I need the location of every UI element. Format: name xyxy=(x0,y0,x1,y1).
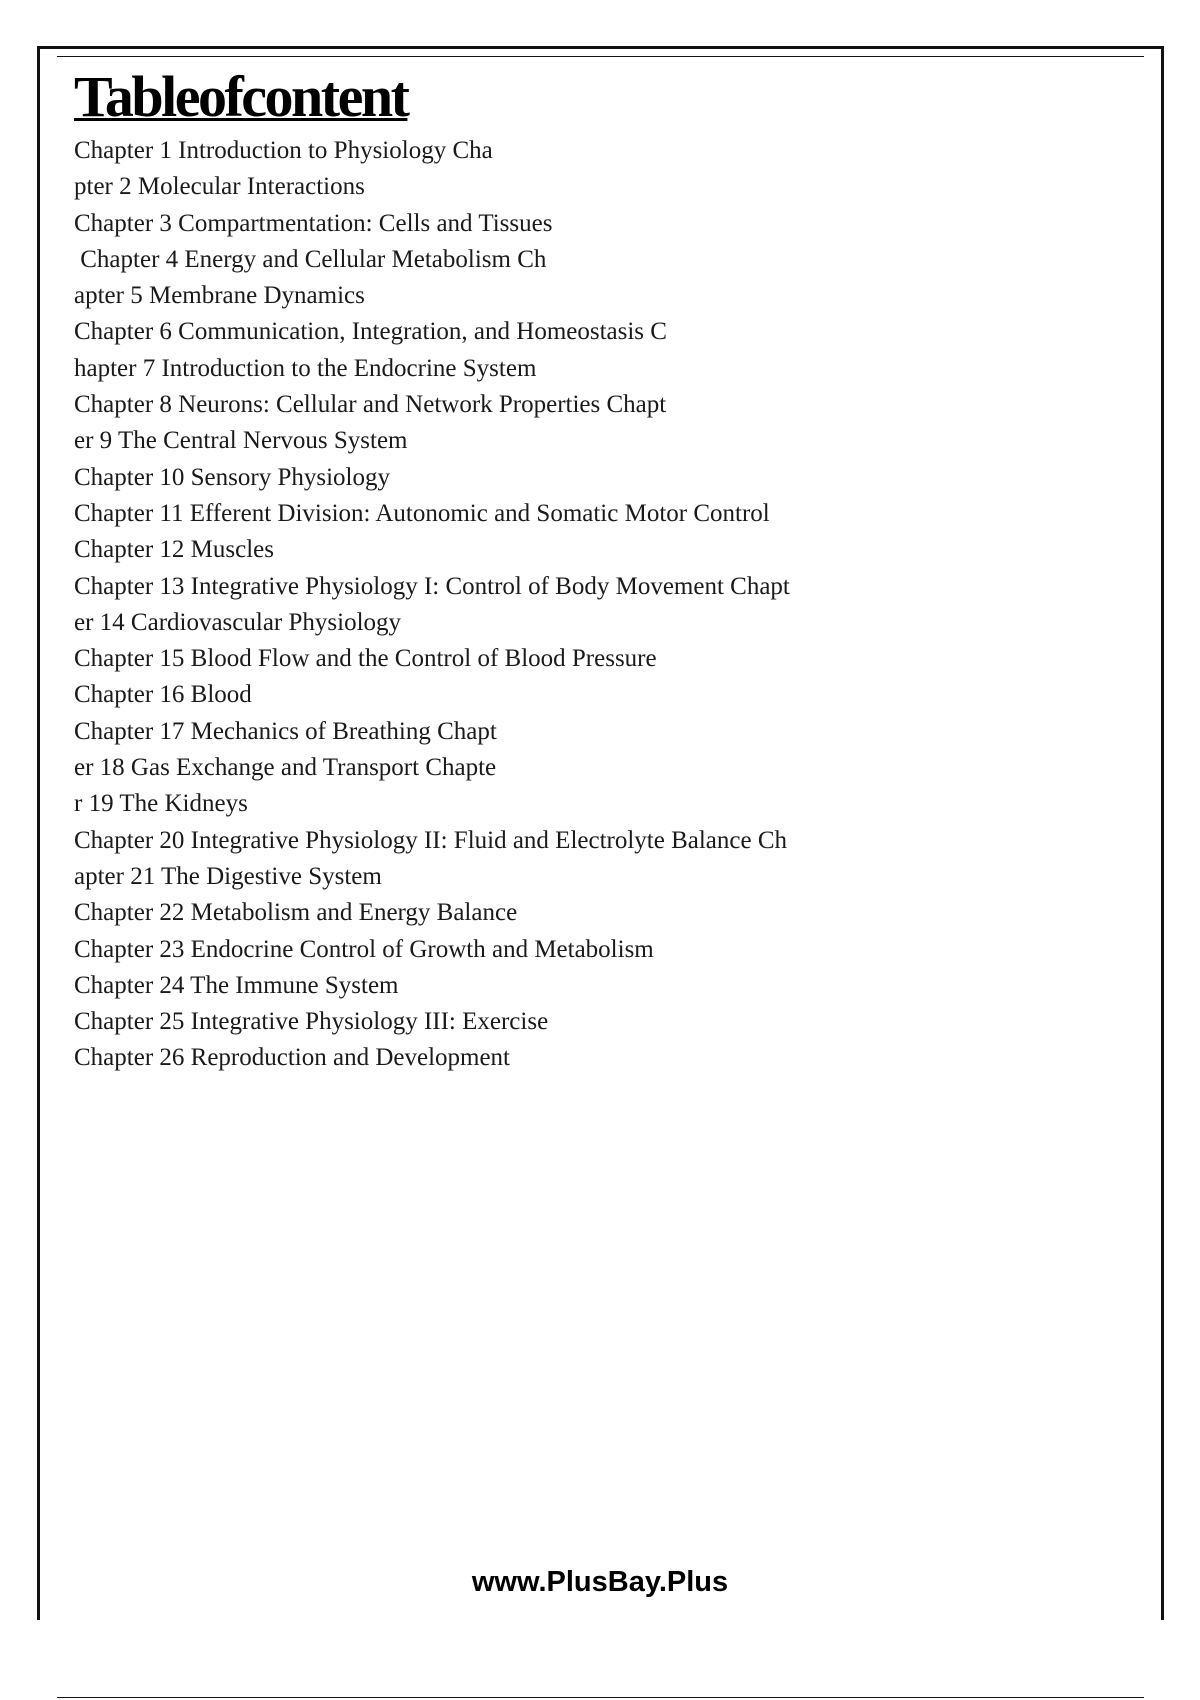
toc-line: Chapter 23 Endocrine Control of Growth and Metabolism xyxy=(74,935,654,963)
toc-line: Chapter 11 Efferent Division: Autonomic and Somatic Motor Control xyxy=(74,499,770,527)
toc-line: apter 5 Membrane Dynamics xyxy=(74,282,365,310)
page-border-top-inner xyxy=(57,56,1144,57)
toc-line: Chapter 24 The Immune System xyxy=(74,971,399,999)
toc-line: Chapter 17 Mechanics of Breathing Chapt xyxy=(74,717,497,745)
toc-line: Chapter 10 Sensory Physiology xyxy=(74,463,390,491)
page-border-right xyxy=(1161,46,1164,1620)
toc-line: Chapter 8 Neurons: Cellular and Network Properties Chapt xyxy=(74,391,667,419)
toc-line: Chapter 13 Integrative Physiology I: Control of Body Movement Chapt xyxy=(74,572,790,600)
toc-line: Chapter 26 Reproduction and Development xyxy=(74,1044,510,1072)
toc-line: er 14 Cardiovascular Physiology xyxy=(74,608,402,636)
toc-line: r 19 The Kidneys xyxy=(74,790,248,818)
toc-line: hapter 7 Introduction to the Endocrine System xyxy=(74,354,537,382)
toc-line: Chapter 1 Introduction to Physiology Cha xyxy=(74,137,493,164)
table-of-contents xyxy=(74,133,790,1077)
toc-line: Chapter 6 Communication, Integration, and Homeostasis C xyxy=(74,318,667,346)
page-title: Tableofcontent xyxy=(74,64,408,129)
toc-line: Chapter 3 Compartmentation: Cells and Tissues xyxy=(74,209,553,237)
toc-line: pter 2 Molecular Interactions xyxy=(74,173,365,201)
footer-website-link[interactable]: www.PlusBay.Plus xyxy=(471,1566,729,1598)
toc-line: er 18 Gas Exchange and Transport Chapte xyxy=(74,754,497,782)
toc-line: apter 21 The Digestive System xyxy=(74,862,382,890)
toc-line: Chapter 22 Metabolism and Energy Balance xyxy=(74,899,518,927)
toc-line: Chapter 12 Muscles xyxy=(74,536,274,564)
toc-line: Chapter 20 Integrative Physiology II: Fluid and Electrolyte Balance Ch xyxy=(74,826,788,854)
page-border-top xyxy=(37,46,1164,49)
toc-line: Chapter 16 Blood xyxy=(74,681,252,709)
page-border-left xyxy=(37,46,40,1620)
toc-line: er 9 The Central Nervous System xyxy=(74,427,408,455)
toc-line: Chapter 15 Blood Flow and the Control of Blood Pressure xyxy=(74,645,657,673)
toc-line: Chapter 4 Energy and Cellular Metabolism Ch xyxy=(74,245,547,273)
page-border-bottom xyxy=(57,1697,1144,1698)
toc-line: Chapter 25 Integrative Physiology III: Exercise xyxy=(74,1008,549,1036)
